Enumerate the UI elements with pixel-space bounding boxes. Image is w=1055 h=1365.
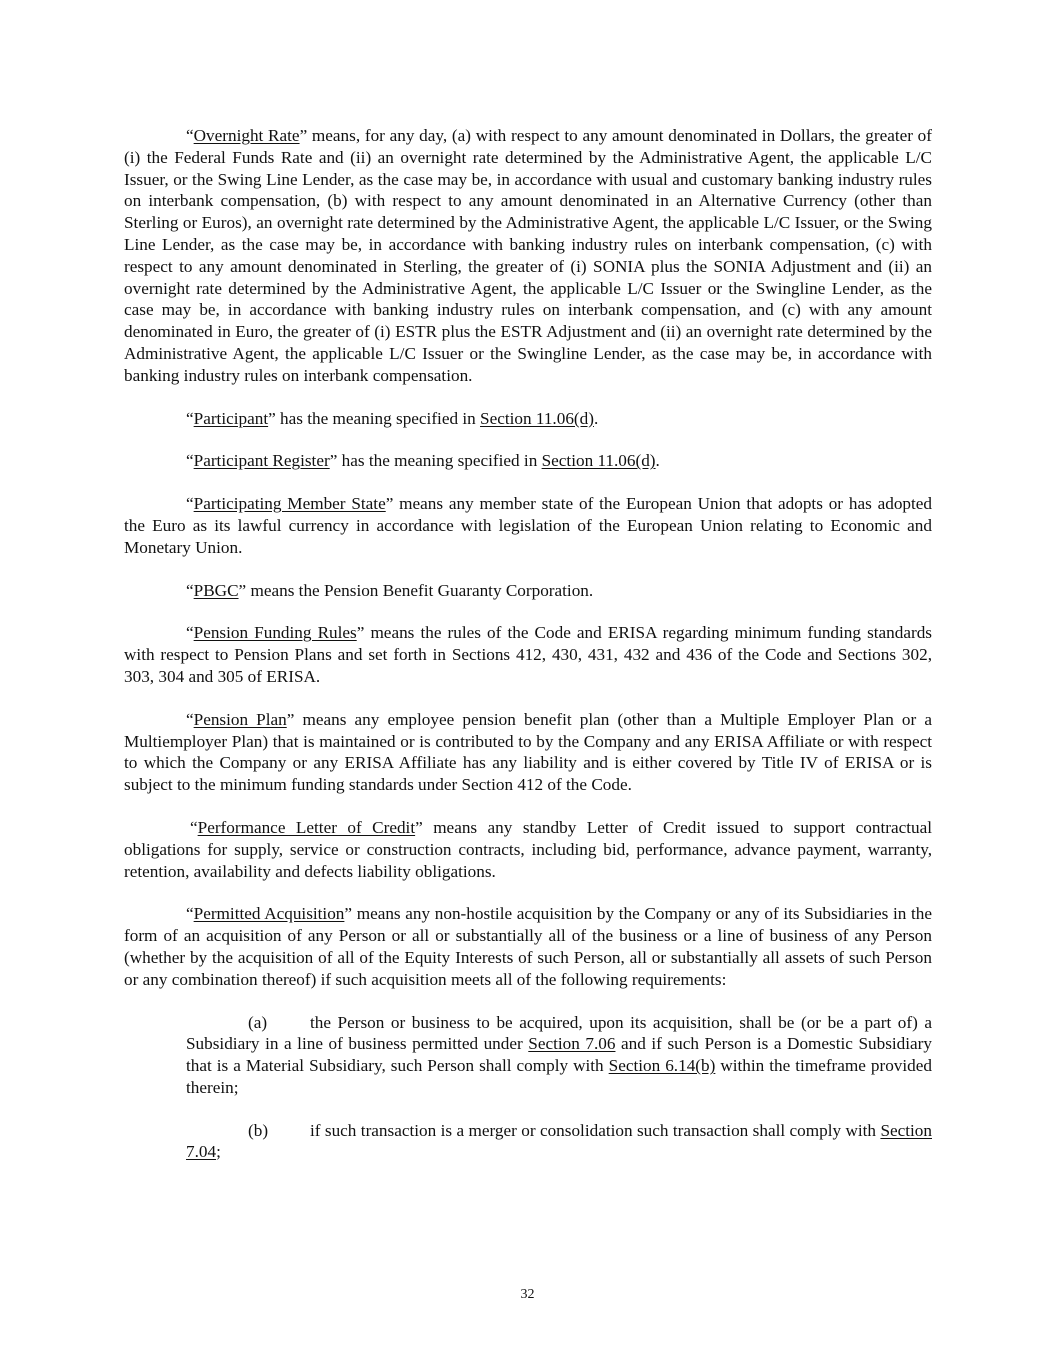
definition-text: ” means the rules of the Code and ERISA regarding minimum funding standards with respect to Pension Plans and set forth in Sections 412, 430, 431, 432 and 436 of the Code and Sections 302, 303, 304 and 305 of ERISA. bbox=[124, 623, 932, 686]
defined-term: Performance Letter of Credit bbox=[197, 817, 416, 837]
open-quote: “ bbox=[186, 126, 194, 145]
open-quote: “ bbox=[186, 580, 194, 600]
defined-term: PBGC bbox=[193, 580, 239, 600]
clause-text: ; bbox=[216, 1142, 221, 1162]
clause-a bbox=[186, 1012, 932, 1099]
definition-participant-register bbox=[124, 450, 932, 472]
clause-label: (b) bbox=[248, 1120, 269, 1140]
clause-label: (a) bbox=[248, 1012, 268, 1032]
definition-performance-letter-of-credit bbox=[124, 817, 932, 882]
definition-permitted-acquisition bbox=[124, 903, 932, 990]
defined-term: Participant bbox=[193, 408, 269, 428]
document-page bbox=[124, 125, 932, 1184]
definition-text: ” means any non-hostile acquisition by the Company or any of its Subsidiaries in the form of an acquisition of any Person or all or substantially all of the business or a line of business of any Person (whether by the acquisition of all of the Equity Interests of such Person, all or substantially all assets of such Person or any combination thereof) if such acquisition meets all of the following requirements: bbox=[124, 904, 932, 989]
open-quote: “ bbox=[186, 408, 194, 428]
section-reference: Section 6.14(b) bbox=[608, 1056, 716, 1076]
period: . bbox=[655, 451, 660, 471]
definition-overnight-rate bbox=[124, 125, 932, 387]
page-number: 32 bbox=[520, 1287, 535, 1302]
definition-text: ” means, for any day, (a) with respect to any amount denominated in Dollars, the greater of (i) the Federal Funds Rate and (ii) an overnight rate determined by the Administrative Agent, the applicable L/C Issuer, or the Swing Line Lender, as the case may be, in accordance with usual and customary banking industry rules on interbank compensation, (b) with respect to any amount denominated in an Alternative Currency (other than Sterling or Euros), an overnight rate determined by the Administrative Agent, the applicable L/C Issuer, or the Swing Line Lender, as the case may be, in accordance with banking industry rules on interbank compensation, (c) with respect to any amount denominated in Sterling, the greater of (i) SONIA plus the SONIA Adjustment and (ii) an overnight rate determined by the Administrative Agent, the applicable L/C Issuer or the Swingline Lender, as the case may be, in accordance with banking industry rules on interbank compensation, and (c) with any amount denominated in Euro, the greater of (i) ESTR plus the ESTR Adjustment and (ii) an overnight rate determined by the Administrative Agent, the applicable L/C Issuer or the Swingline Lender, as the case may be, in accordance with banking industry rules on interbank compensation. bbox=[124, 126, 933, 385]
definition-text: ” means the Pension Benefit Guaranty Corporation. bbox=[238, 580, 594, 600]
definition-participant bbox=[124, 408, 932, 430]
section-reference: Section 7.04 bbox=[186, 1120, 932, 1162]
definition-text: ” has the meaning specified in bbox=[268, 408, 481, 428]
defined-term: Permitted Acquisition bbox=[193, 904, 345, 924]
defined-term: Pension Plan bbox=[193, 709, 287, 729]
open-quote: “ bbox=[186, 451, 194, 471]
defined-term: Participating Member State bbox=[193, 494, 386, 514]
open-quote: “ bbox=[186, 904, 194, 924]
clause-text: and if such Person is a Domestic Subsidiary that is a Material Subsidiary, such Person shall comply with bbox=[186, 1034, 932, 1076]
section-reference: Section 7.06 bbox=[528, 1034, 616, 1054]
defined-term: Participant Register bbox=[193, 451, 330, 471]
open-quote: “ bbox=[186, 623, 194, 643]
definition-text: ” means any standby Letter of Credit issued to support contractual obligations for supply, service or construction contracts, including bid, performance, advance payment, warranty, retention, availability and defects liability obligations. bbox=[124, 817, 933, 881]
definition-text: ” has the meaning specified in bbox=[329, 451, 542, 471]
defined-term: Pension Funding Rules bbox=[193, 623, 357, 643]
open-quote: “ bbox=[186, 494, 194, 514]
definition-participating-member-state bbox=[124, 493, 932, 558]
clause-text: the Person or business to be acquired, upon its acquisition, shall be (or be a part of) a Subsidiary in a line of business permitted under bbox=[186, 1012, 932, 1054]
definition-pbgc bbox=[124, 580, 932, 602]
definition-pension-funding-rules bbox=[124, 622, 932, 687]
period: . bbox=[593, 408, 599, 428]
open-quote: “ bbox=[190, 817, 198, 837]
definition-text: ” means any member state of the European Union that adopts or has adopted the Euro as its lawful currency in accordance with legislation of the European Union relating to Economic and Monetary Union. bbox=[124, 494, 932, 557]
open-quote: “ bbox=[186, 709, 194, 729]
defined-term: Overnight Rate bbox=[193, 126, 300, 145]
section-reference: Section 11.06(d) bbox=[480, 408, 594, 428]
clause-b bbox=[186, 1120, 932, 1164]
section-reference: Section 11.06(d) bbox=[541, 451, 656, 471]
clause-text: if such transaction is a merger or consolidation such transaction shall comply with bbox=[310, 1120, 881, 1140]
definition-pension-plan bbox=[124, 709, 932, 796]
clause-text: within the timeframe provided therein; bbox=[186, 1056, 932, 1097]
definition-text: ” means any employee pension benefit plan (other than a Multiple Employer Plan or a Multiemployer Plan) that is maintained or is contributed to by the Company and any ERISA Affiliate or with respect to which the Company or any ERISA Affiliate has any liability and is either covered by Title IV of ERISA or is subject to the minimum funding standards under Section 412 of the Code. bbox=[124, 709, 932, 795]
